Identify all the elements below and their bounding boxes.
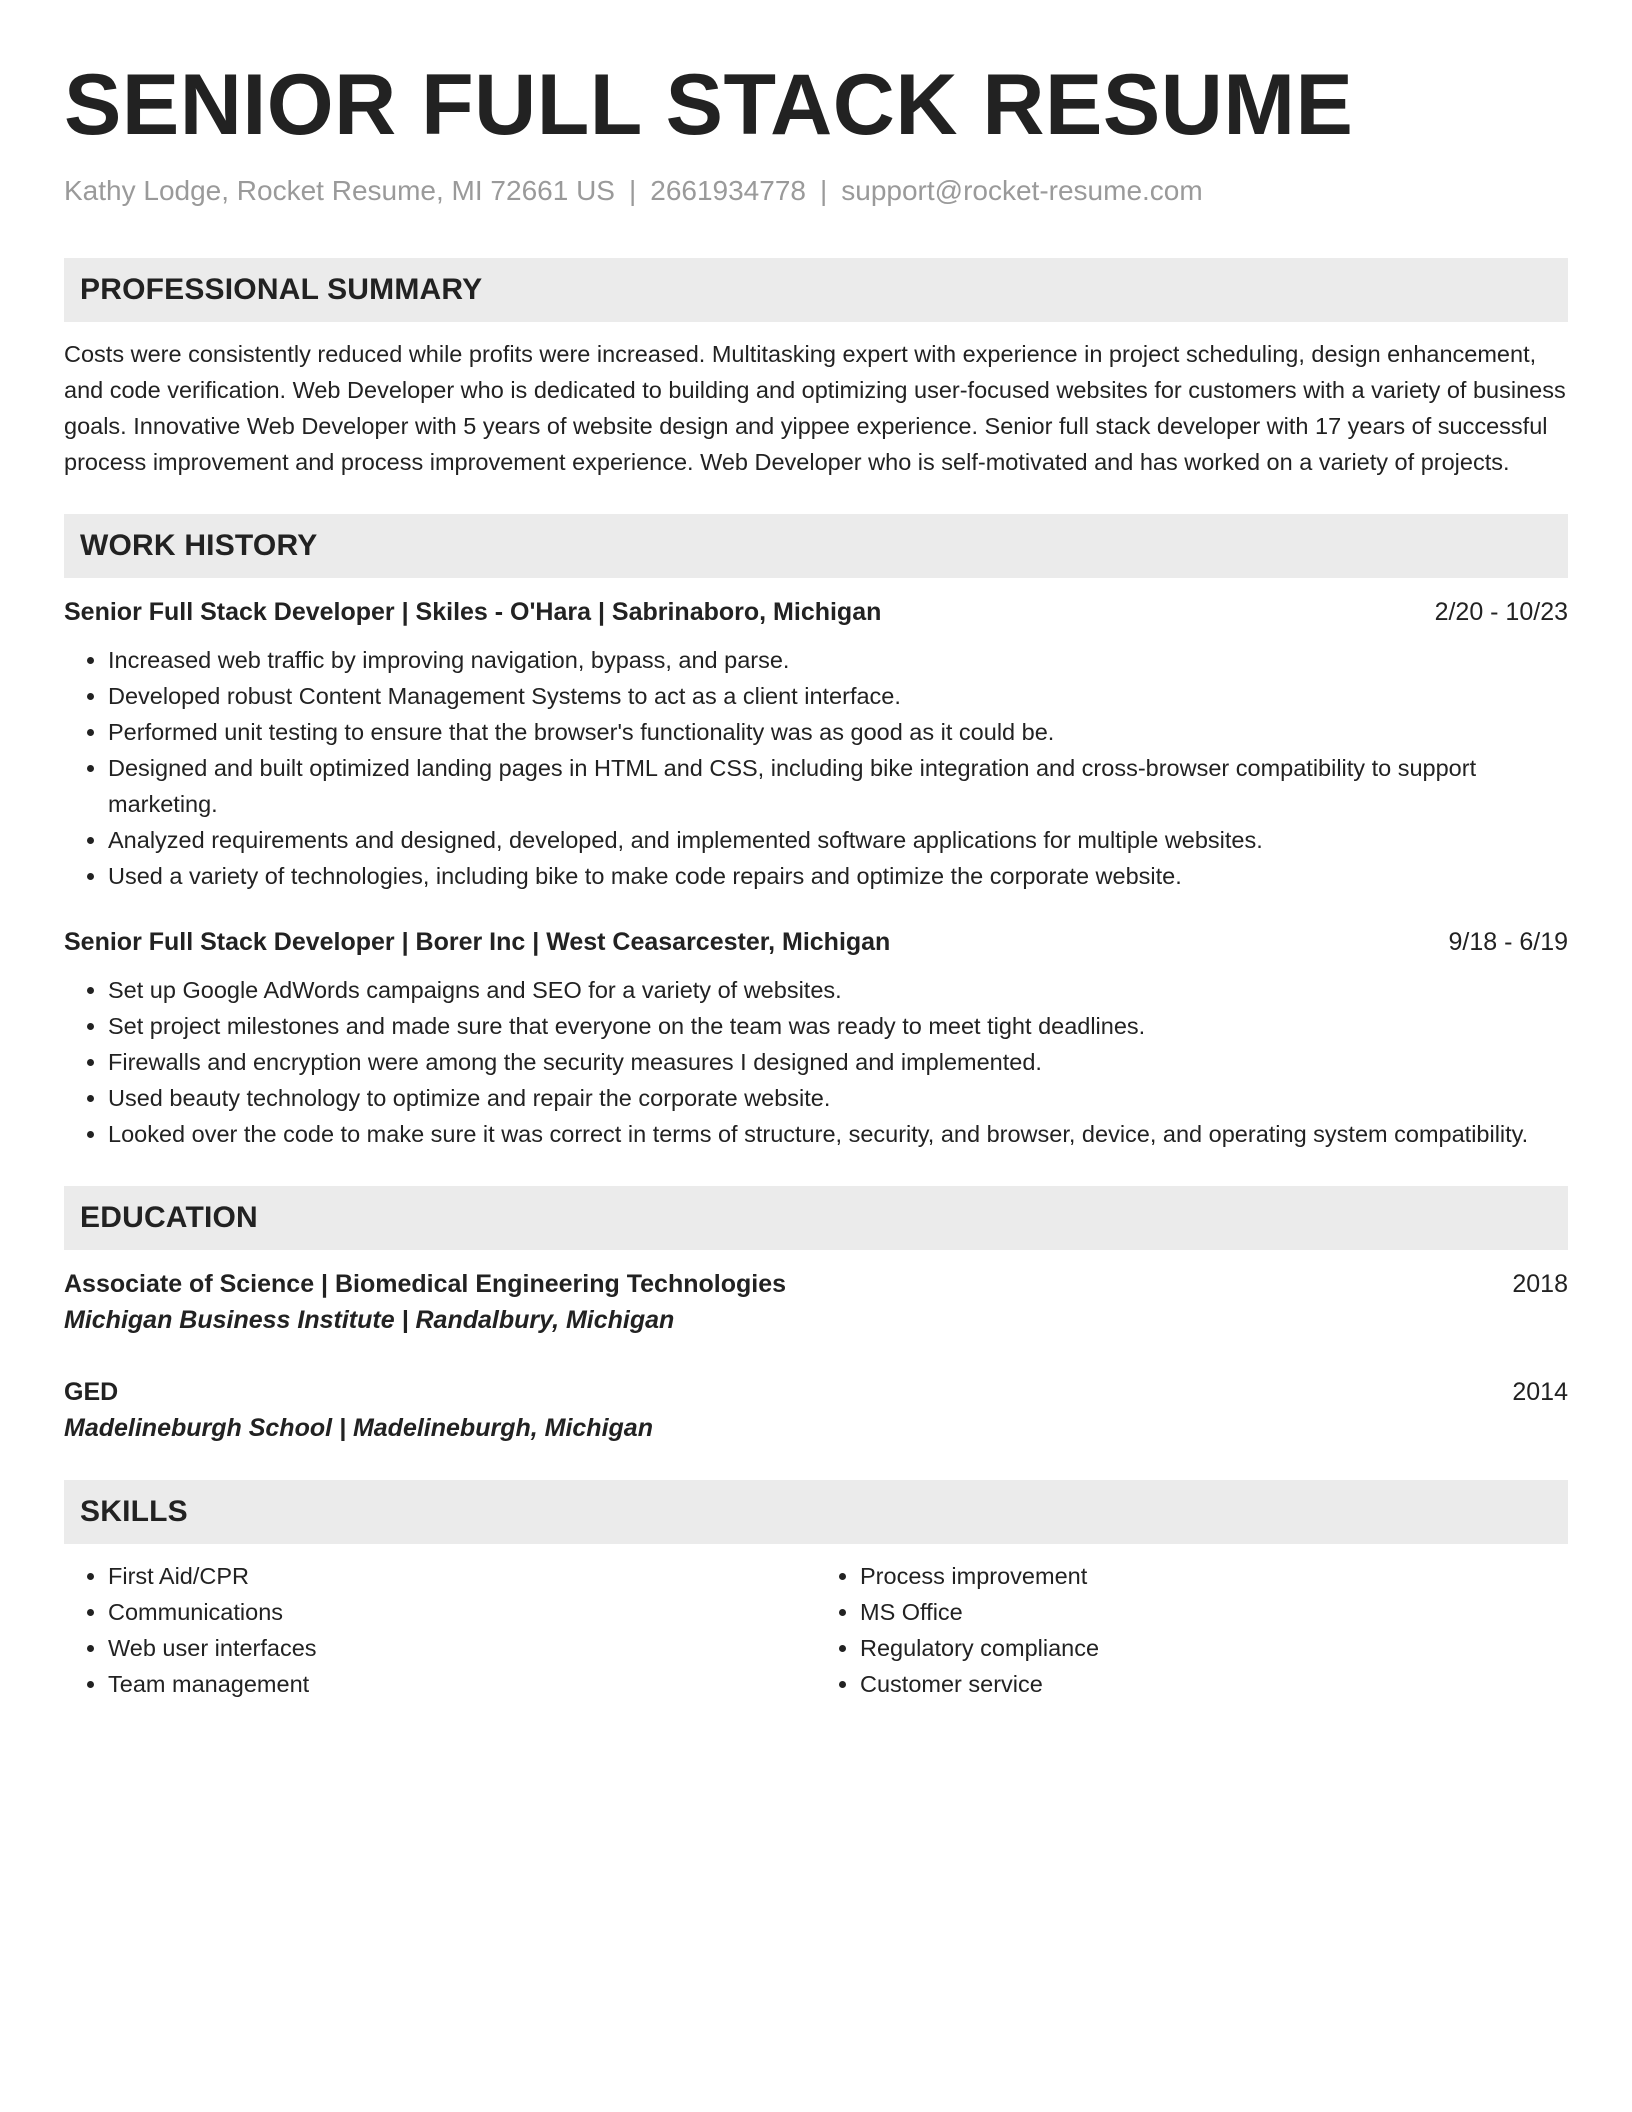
section-heading-education: EDUCATION: [64, 1186, 1568, 1250]
section-heading-work: WORK HISTORY: [64, 514, 1568, 578]
job-entry: [64, 924, 1568, 1152]
contact-line: [64, 174, 1568, 208]
skills-section: [64, 1480, 1568, 1702]
contact-email[interactable]: support@rocket-resume.com: [841, 175, 1203, 206]
education-header: [64, 1266, 1568, 1302]
job-bullets: [64, 642, 1568, 894]
contact-separator: |: [628, 175, 637, 206]
summary-text: Costs were consistently reduced while profits were increased. Multitasking expert with experience in project scheduling, design enhancement, and code verification. Web Developer who is dedicated to building and optimizing user-focused websites for customers with a variety of business goals. Innovative Web Developer with 5 years of website design and yippee experience. Senior full stack developer with 17 years of successful process improvement and process improvement experience. Web Developer who is self-motivated and has worked on a variety of projects.: [64, 340, 1566, 475]
skill-item: • Regulatory compliance: [860, 1630, 1568, 1666]
skill-item: • Process improvement: [860, 1558, 1568, 1594]
job-bullet: • Set up Google AdWords campaigns and SEO for a variety of websites.: [108, 972, 1568, 1008]
job-header: [64, 924, 1568, 960]
summary-section: [64, 258, 1568, 480]
resume-title: SENIOR FULL STACK RESUME: [64, 57, 1354, 153]
job-bullet: • Used a variety of technologies, including bike to make code repairs and optimize the corporate website.: [108, 858, 1568, 894]
job-bullet: • Used beauty technology to optimize and repair the corporate website.: [108, 1080, 1568, 1116]
job-dates: 2/20 - 10/23: [1434, 597, 1568, 626]
job-bullet: • Developed robust Content Management Systems to act as a client interface.: [108, 678, 1568, 714]
job-bullet: • Firewalls and encryption were among the security measures I designed and implemented.: [108, 1044, 1568, 1080]
education-year: 2018: [1512, 1269, 1568, 1298]
job-bullet: • Designed and built optimized landing pages in HTML and CSS, including bike integration and cross-browser compatibility to support marketing.: [108, 750, 1568, 822]
job-bullet: • Set project milestones and made sure that everyone on the team was ready to meet tight deadlines.: [108, 1008, 1568, 1044]
skills-list-left: [64, 1558, 816, 1702]
education-entry: [64, 1374, 1568, 1446]
job-bullet: • Performed unit testing to ensure that the browser's functionality was as good as it could be.: [108, 714, 1568, 750]
education-header: [64, 1374, 1568, 1410]
contact-separator: |: [819, 175, 828, 206]
work-section: [64, 514, 1568, 1152]
skill-item: • MS Office: [860, 1594, 1568, 1630]
job-bullet: • Increased web traffic by improving navigation, bypass, and parse.: [108, 642, 1568, 678]
education-degree: Associate of Science | Biomedical Engineering Technologies: [64, 1269, 786, 1298]
skill-item: • Web user interfaces: [108, 1630, 816, 1666]
section-heading-skills: SKILLS: [64, 1480, 1568, 1544]
job-dates: 9/18 - 6/19: [1448, 927, 1568, 956]
education-entry: [64, 1266, 1568, 1338]
contact-phone: 2661934778: [650, 175, 806, 206]
skill-item: • First Aid/CPR: [108, 1558, 816, 1594]
skill-item: • Customer service: [860, 1666, 1568, 1702]
skill-item: • Communications: [108, 1594, 816, 1630]
contact-address: Kathy Lodge, Rocket Resume, MI 72661 US: [64, 175, 615, 206]
skills-list-right: [816, 1558, 1568, 1702]
skills-columns: [64, 1558, 1568, 1702]
education-year: 2014: [1512, 1377, 1568, 1406]
job-entry: [64, 594, 1568, 894]
section-heading-summary: PROFESSIONAL SUMMARY: [64, 258, 1568, 322]
job-bullet: • Looked over the code to make sure it was correct in terms of structure, security, and browser, device, and operating system compatibility.: [108, 1116, 1568, 1152]
education-section: [64, 1186, 1568, 1446]
job-bullet: • Analyzed requirements and designed, developed, and implemented software applications for multiple websites.: [108, 822, 1568, 858]
job-title: Senior Full Stack Developer | Borer Inc | West Ceasarcester, Michigan: [64, 927, 891, 956]
education-school: Madelineburgh School | Madelineburgh, Michigan: [64, 1413, 653, 1442]
education-school: Michigan Business Institute | Randalbury, Michigan: [64, 1305, 675, 1334]
job-title: Senior Full Stack Developer | Skiles - O'Hara | Sabrinaboro, Michigan: [64, 597, 882, 626]
job-bullets: [64, 972, 1568, 1152]
job-header: [64, 594, 1568, 630]
skill-item: • Team management: [108, 1666, 816, 1702]
education-degree: GED: [64, 1377, 119, 1406]
